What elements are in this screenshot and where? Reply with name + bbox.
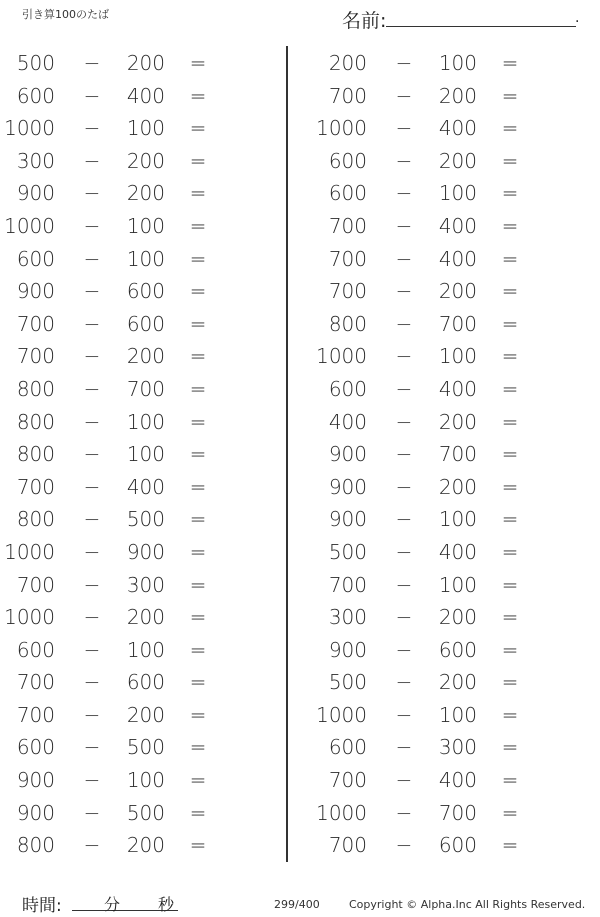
minuend: 1000 xyxy=(316,702,367,727)
problem-row xyxy=(312,145,592,178)
equals-sign: = xyxy=(501,116,519,141)
page-number: 299/400 xyxy=(274,898,320,911)
minus-sign: − xyxy=(395,311,413,336)
minuend: 700 xyxy=(328,572,367,597)
minuend: 800 xyxy=(16,833,55,858)
problem-row xyxy=(312,731,592,764)
minuend: 400 xyxy=(328,409,367,434)
equals-sign: = xyxy=(501,539,519,564)
minuend: 700 xyxy=(16,670,55,695)
problem-row xyxy=(312,406,592,439)
equals-sign: = xyxy=(501,833,519,858)
problem-row xyxy=(0,666,280,699)
problem-row xyxy=(312,47,592,80)
equals-sign: = xyxy=(189,474,207,499)
minus-sign: − xyxy=(395,670,413,695)
column-divider xyxy=(286,46,288,862)
subtrahend: 600 xyxy=(438,637,477,662)
subtrahend: 100 xyxy=(438,507,477,532)
minus-sign: − xyxy=(83,539,101,564)
equals-sign: = xyxy=(501,442,519,467)
problem-row xyxy=(0,634,280,667)
minutes-label: 分 xyxy=(104,895,121,914)
left-problem-column xyxy=(0,47,280,862)
minuend: 200 xyxy=(328,51,367,75)
equals-sign: = xyxy=(501,768,519,793)
problem-row xyxy=(0,177,280,210)
equals-sign: = xyxy=(501,181,519,206)
problem-row xyxy=(312,829,592,862)
minus-sign: − xyxy=(83,409,101,434)
minuend: 900 xyxy=(16,800,55,825)
subtrahend: 200 xyxy=(126,605,165,630)
equals-sign: = xyxy=(189,507,207,532)
minus-sign: − xyxy=(83,246,101,271)
subtrahend: 400 xyxy=(438,539,477,564)
equals-sign: = xyxy=(189,51,207,75)
subtrahend: 200 xyxy=(126,344,165,369)
minus-sign: − xyxy=(83,376,101,401)
minuend: 800 xyxy=(16,409,55,434)
subtrahend: 200 xyxy=(126,702,165,727)
subtrahend: 400 xyxy=(438,116,477,141)
equals-sign: = xyxy=(501,409,519,434)
minus-sign: − xyxy=(83,833,101,858)
equals-sign: = xyxy=(189,376,207,401)
time-label: 時間: xyxy=(22,896,62,916)
equals-sign: = xyxy=(189,409,207,434)
minus-sign: − xyxy=(395,51,413,75)
subtrahend: 200 xyxy=(438,605,477,630)
minuend: 700 xyxy=(16,311,55,336)
subtrahend: 100 xyxy=(438,181,477,206)
problem-row xyxy=(312,797,592,830)
minus-sign: − xyxy=(83,507,101,532)
minus-sign: − xyxy=(83,605,101,630)
minus-sign: − xyxy=(395,279,413,304)
subtrahend: 200 xyxy=(126,181,165,206)
subtrahend: 600 xyxy=(126,311,165,336)
problem-row xyxy=(312,275,592,308)
minuend: 700 xyxy=(16,474,55,499)
equals-sign: = xyxy=(501,474,519,499)
problem-row xyxy=(0,406,280,439)
minus-sign: − xyxy=(83,213,101,238)
equals-sign: = xyxy=(189,572,207,597)
equals-sign: = xyxy=(501,670,519,695)
subtrahend: 500 xyxy=(126,800,165,825)
minuend: 600 xyxy=(16,83,55,108)
name-field-line xyxy=(386,26,576,27)
subtrahend: 200 xyxy=(438,409,477,434)
equals-sign: = xyxy=(189,148,207,173)
subtrahend: 100 xyxy=(438,344,477,369)
subtrahend: 300 xyxy=(438,735,477,760)
minuend: 1000 xyxy=(4,116,55,141)
problem-row xyxy=(0,601,280,634)
problem-row xyxy=(0,569,280,602)
minuend: 600 xyxy=(16,637,55,662)
problem-row xyxy=(0,308,280,341)
minus-sign: − xyxy=(395,572,413,597)
equals-sign: = xyxy=(189,833,207,858)
minuend: 700 xyxy=(328,246,367,271)
equals-sign: = xyxy=(189,442,207,467)
minus-sign: − xyxy=(395,376,413,401)
minus-sign: − xyxy=(83,148,101,173)
problem-row xyxy=(0,829,280,862)
minus-sign: − xyxy=(83,311,101,336)
subtrahend: 400 xyxy=(126,474,165,499)
problem-row xyxy=(0,471,280,504)
minus-sign: − xyxy=(83,702,101,727)
problem-row xyxy=(312,243,592,276)
equals-sign: = xyxy=(501,507,519,532)
minuend: 900 xyxy=(16,768,55,793)
subtrahend: 700 xyxy=(438,442,477,467)
subtrahend: 100 xyxy=(126,442,165,467)
equals-sign: = xyxy=(501,735,519,760)
problem-row xyxy=(312,569,592,602)
minuend: 900 xyxy=(328,507,367,532)
worksheet-title: 引き算100のたば xyxy=(22,8,109,21)
subtrahend: 100 xyxy=(126,116,165,141)
minuend: 700 xyxy=(16,702,55,727)
minuend: 900 xyxy=(16,181,55,206)
subtrahend: 100 xyxy=(126,409,165,434)
problem-row xyxy=(0,699,280,732)
minus-sign: − xyxy=(395,181,413,206)
minus-sign: − xyxy=(83,344,101,369)
subtrahend: 700 xyxy=(438,311,477,336)
minuend: 500 xyxy=(328,539,367,564)
subtrahend: 700 xyxy=(126,376,165,401)
equals-sign: = xyxy=(501,376,519,401)
subtrahend: 400 xyxy=(438,376,477,401)
minuend: 900 xyxy=(328,442,367,467)
equals-sign: = xyxy=(189,735,207,760)
minuend: 700 xyxy=(16,572,55,597)
problem-row xyxy=(0,80,280,113)
minuend: 1000 xyxy=(316,800,367,825)
minus-sign: − xyxy=(83,474,101,499)
minuend: 1000 xyxy=(4,539,55,564)
subtrahend: 600 xyxy=(438,833,477,858)
equals-sign: = xyxy=(501,51,519,75)
minuend: 600 xyxy=(328,148,367,173)
equals-sign: = xyxy=(501,148,519,173)
minus-sign: − xyxy=(83,572,101,597)
minuend: 900 xyxy=(328,474,367,499)
minus-sign: − xyxy=(395,800,413,825)
subtrahend: 100 xyxy=(126,768,165,793)
minuend: 700 xyxy=(328,213,367,238)
subtrahend: 500 xyxy=(126,507,165,532)
minuend: 900 xyxy=(16,279,55,304)
seconds-label: 秒 xyxy=(158,895,175,914)
minus-sign: − xyxy=(395,833,413,858)
minus-sign: − xyxy=(395,246,413,271)
minus-sign: − xyxy=(395,637,413,662)
subtrahend: 600 xyxy=(126,279,165,304)
equals-sign: = xyxy=(501,800,519,825)
equals-sign: = xyxy=(501,83,519,108)
equals-sign: = xyxy=(189,279,207,304)
minus-sign: − xyxy=(83,116,101,141)
minuend: 900 xyxy=(328,637,367,662)
minus-sign: − xyxy=(395,116,413,141)
minus-sign: − xyxy=(83,51,101,75)
subtrahend: 200 xyxy=(438,279,477,304)
subtrahend: 100 xyxy=(126,637,165,662)
equals-sign: = xyxy=(501,279,519,304)
subtrahend: 200 xyxy=(438,670,477,695)
problem-row xyxy=(312,699,592,732)
minus-sign: − xyxy=(395,768,413,793)
name-label: 名前: xyxy=(342,10,387,32)
right-problem-column xyxy=(312,47,592,862)
minuend: 800 xyxy=(16,442,55,467)
minus-sign: − xyxy=(83,735,101,760)
minuend: 600 xyxy=(328,735,367,760)
equals-sign: = xyxy=(189,768,207,793)
minuend: 700 xyxy=(16,344,55,369)
problem-row xyxy=(312,503,592,536)
minus-sign: − xyxy=(395,735,413,760)
minuend: 1000 xyxy=(4,605,55,630)
minuend: 600 xyxy=(16,246,55,271)
equals-sign: = xyxy=(189,181,207,206)
equals-sign: = xyxy=(189,311,207,336)
problem-row xyxy=(0,503,280,536)
equals-sign: = xyxy=(189,246,207,271)
equals-sign: = xyxy=(189,116,207,141)
problem-row xyxy=(312,438,592,471)
minus-sign: − xyxy=(83,800,101,825)
problem-row xyxy=(0,340,280,373)
subtrahend: 100 xyxy=(438,702,477,727)
equals-sign: = xyxy=(501,246,519,271)
minus-sign: − xyxy=(395,409,413,434)
minus-sign: − xyxy=(395,605,413,630)
problem-row xyxy=(312,177,592,210)
problem-row xyxy=(0,764,280,797)
problem-row xyxy=(312,471,592,504)
problem-row xyxy=(0,47,280,80)
problem-row xyxy=(312,666,592,699)
minus-sign: − xyxy=(395,539,413,564)
equals-sign: = xyxy=(189,213,207,238)
minuend: 600 xyxy=(328,181,367,206)
subtrahend: 400 xyxy=(438,768,477,793)
problem-row xyxy=(0,536,280,569)
subtrahend: 600 xyxy=(126,670,165,695)
problem-row xyxy=(312,340,592,373)
problem-row xyxy=(312,80,592,113)
minuend: 600 xyxy=(328,376,367,401)
subtrahend: 400 xyxy=(438,213,477,238)
minuend: 800 xyxy=(16,507,55,532)
minus-sign: − xyxy=(83,670,101,695)
minuend: 800 xyxy=(16,376,55,401)
subtrahend: 100 xyxy=(126,246,165,271)
subtrahend: 400 xyxy=(126,83,165,108)
subtrahend: 500 xyxy=(126,735,165,760)
minuend: 300 xyxy=(328,605,367,630)
equals-sign: = xyxy=(501,605,519,630)
problem-row xyxy=(0,797,280,830)
minuend: 500 xyxy=(16,51,55,75)
equals-sign: = xyxy=(189,539,207,564)
minuend: 500 xyxy=(328,670,367,695)
name-dot: . xyxy=(575,10,580,26)
problem-row xyxy=(312,764,592,797)
minus-sign: − xyxy=(395,442,413,467)
subtrahend: 200 xyxy=(438,83,477,108)
minuend: 1000 xyxy=(316,344,367,369)
minus-sign: − xyxy=(83,768,101,793)
problem-row xyxy=(312,601,592,634)
equals-sign: = xyxy=(501,311,519,336)
minus-sign: − xyxy=(395,507,413,532)
minuend: 700 xyxy=(328,768,367,793)
equals-sign: = xyxy=(189,344,207,369)
equals-sign: = xyxy=(501,637,519,662)
minuend: 300 xyxy=(16,148,55,173)
equals-sign: = xyxy=(501,572,519,597)
minuend: 700 xyxy=(328,833,367,858)
problem-row xyxy=(0,275,280,308)
subtrahend: 200 xyxy=(126,51,165,75)
problem-row xyxy=(312,634,592,667)
subtrahend: 200 xyxy=(438,474,477,499)
minus-sign: − xyxy=(83,637,101,662)
minuend: 800 xyxy=(328,311,367,336)
copyright-text: Copyright © Alpha.Inc All Rights Reserved. xyxy=(349,898,586,911)
minus-sign: − xyxy=(83,279,101,304)
minus-sign: − xyxy=(83,83,101,108)
problem-row xyxy=(0,112,280,145)
minus-sign: − xyxy=(83,442,101,467)
minus-sign: − xyxy=(395,213,413,238)
minus-sign: − xyxy=(395,148,413,173)
equals-sign: = xyxy=(189,800,207,825)
subtrahend: 200 xyxy=(126,833,165,858)
subtrahend: 900 xyxy=(126,539,165,564)
subtrahend: 200 xyxy=(438,148,477,173)
minus-sign: − xyxy=(83,181,101,206)
equals-sign: = xyxy=(189,637,207,662)
minus-sign: − xyxy=(395,83,413,108)
problem-row xyxy=(312,536,592,569)
subtrahend: 100 xyxy=(126,213,165,238)
problem-row xyxy=(0,210,280,243)
equals-sign: = xyxy=(501,702,519,727)
equals-sign: = xyxy=(189,670,207,695)
subtrahend: 400 xyxy=(438,246,477,271)
equals-sign: = xyxy=(189,702,207,727)
subtrahend: 700 xyxy=(438,800,477,825)
subtrahend: 200 xyxy=(126,148,165,173)
minus-sign: − xyxy=(395,702,413,727)
minuend: 700 xyxy=(328,83,367,108)
equals-sign: = xyxy=(189,83,207,108)
problem-row xyxy=(312,308,592,341)
problem-row xyxy=(0,731,280,764)
problem-row xyxy=(312,112,592,145)
subtrahend: 100 xyxy=(438,51,477,75)
equals-sign: = xyxy=(501,213,519,238)
problem-row xyxy=(312,210,592,243)
problem-row xyxy=(0,373,280,406)
minuend: 600 xyxy=(16,735,55,760)
problem-row xyxy=(0,145,280,178)
minuend: 1000 xyxy=(316,116,367,141)
minus-sign: − xyxy=(395,474,413,499)
problem-row xyxy=(0,243,280,276)
problem-row xyxy=(312,373,592,406)
subtrahend: 100 xyxy=(438,572,477,597)
minuend: 1000 xyxy=(4,213,55,238)
minus-sign: − xyxy=(395,344,413,369)
equals-sign: = xyxy=(189,605,207,630)
minuend: 700 xyxy=(328,279,367,304)
subtrahend: 300 xyxy=(126,572,165,597)
problem-row xyxy=(0,438,280,471)
equals-sign: = xyxy=(501,344,519,369)
